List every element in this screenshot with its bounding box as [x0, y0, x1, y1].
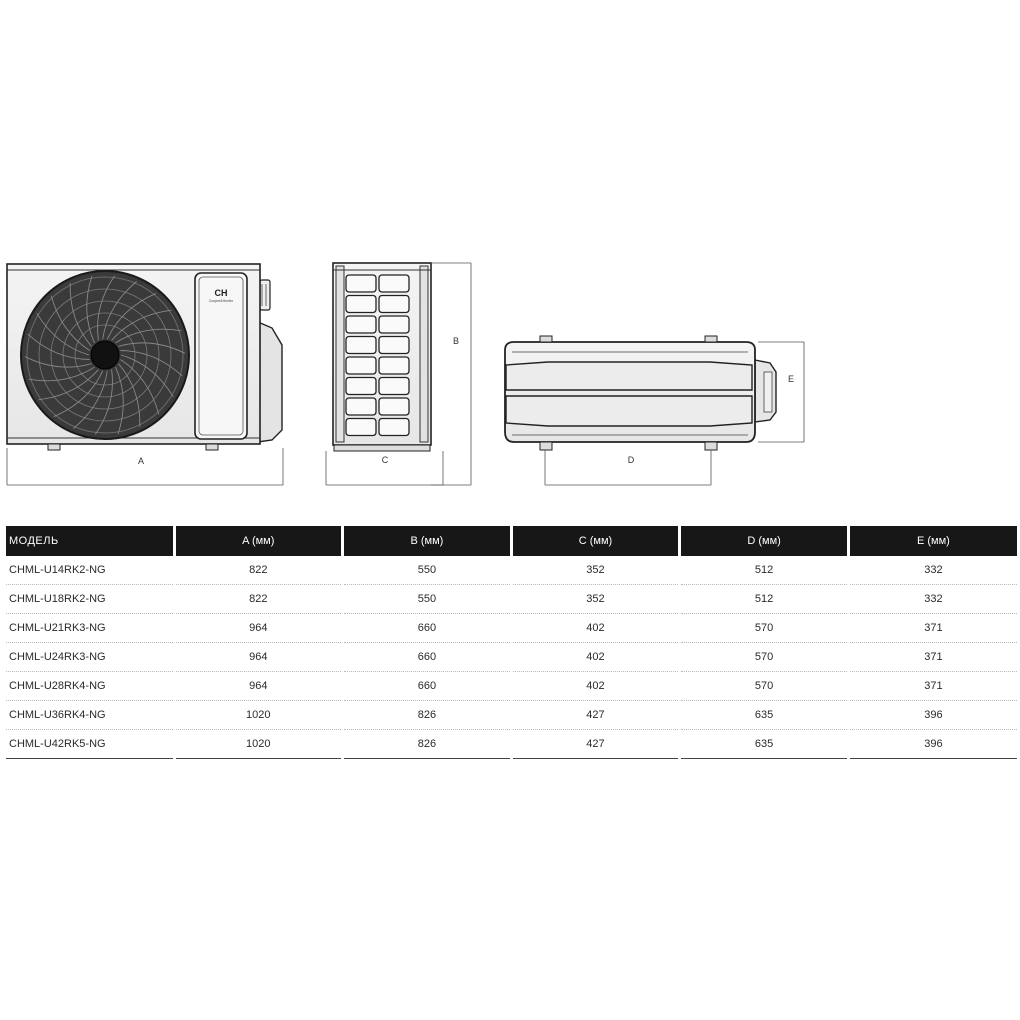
- table-header-row: [6, 526, 1017, 556]
- cell-a: 1020: [174, 730, 343, 759]
- cell-c: 402: [511, 614, 680, 643]
- cell-b: 660: [343, 614, 512, 643]
- cell-e: 371: [848, 614, 1017, 643]
- model-cell: CHML-U24RK3-NG: [6, 643, 174, 672]
- fan-hub: [91, 341, 119, 369]
- dimension-label-d: D: [627, 455, 635, 465]
- cell-a: 822: [174, 556, 343, 585]
- column-header-c: C (мм): [511, 526, 680, 556]
- dimension-label-b: B: [452, 336, 460, 346]
- cell-e: 371: [848, 672, 1017, 701]
- cell-b: 550: [343, 556, 512, 585]
- table-row: [6, 701, 1017, 730]
- table-row: [6, 585, 1017, 614]
- cell-d: 570: [680, 614, 849, 643]
- cell-b: 660: [343, 643, 512, 672]
- cell-e: 396: [848, 730, 1017, 759]
- cell-e: 396: [848, 701, 1017, 730]
- cell-b: 826: [343, 701, 512, 730]
- table-row: [6, 556, 1017, 585]
- cell-d: 570: [680, 672, 849, 701]
- column-header-e: E (мм): [848, 526, 1017, 556]
- front-view: [7, 264, 283, 485]
- column-header-b: B (мм): [343, 526, 512, 556]
- model-cell: CHML-U18RK2-NG: [6, 585, 174, 614]
- side-view: [326, 263, 471, 485]
- dimension-label-e: E: [787, 374, 795, 384]
- cell-a: 964: [174, 614, 343, 643]
- dimension-label-c: C: [381, 455, 389, 465]
- model-cell: CHML-U42RK5-NG: [6, 730, 174, 759]
- dimensions-table: [6, 526, 1017, 759]
- model-cell: CHML-U21RK3-NG: [6, 614, 174, 643]
- cell-e: 371: [848, 643, 1017, 672]
- cell-b: 826: [343, 730, 512, 759]
- brand-logo-mark: CH: [214, 288, 228, 298]
- table-row: [6, 614, 1017, 643]
- cell-e: 332: [848, 556, 1017, 585]
- table-row: [6, 672, 1017, 701]
- cell-a: 964: [174, 672, 343, 701]
- cell-e: 332: [848, 585, 1017, 614]
- cell-d: 635: [680, 701, 849, 730]
- dimension-a: [7, 448, 283, 485]
- cell-c: 402: [511, 643, 680, 672]
- cell-b: 550: [343, 585, 512, 614]
- cell-c: 352: [511, 585, 680, 614]
- cell-a: 1020: [174, 701, 343, 730]
- column-header-a: A (мм): [174, 526, 343, 556]
- outdoor-unit-drawings: [0, 0, 1020, 500]
- model-cell: CHML-U14RK2-NG: [6, 556, 174, 585]
- model-cell: CHML-U28RK4-NG: [6, 672, 174, 701]
- dimension-b: [431, 263, 471, 485]
- table-row: [6, 730, 1017, 759]
- cell-d: 570: [680, 643, 849, 672]
- brand-logo-tagline: Cooper&Hunter: [208, 299, 234, 303]
- column-header-model: МОДЕЛЬ: [6, 526, 174, 556]
- cell-b: 660: [343, 672, 512, 701]
- dimension-label-a: A: [137, 456, 145, 466]
- cell-a: 964: [174, 643, 343, 672]
- cell-d: 512: [680, 585, 849, 614]
- cell-c: 402: [511, 672, 680, 701]
- cell-a: 822: [174, 585, 343, 614]
- cell-d: 635: [680, 730, 849, 759]
- model-cell: CHML-U36RK4-NG: [6, 701, 174, 730]
- column-header-d: D (мм): [680, 526, 849, 556]
- cell-d: 512: [680, 556, 849, 585]
- cell-c: 352: [511, 556, 680, 585]
- cell-c: 427: [511, 701, 680, 730]
- top-view: [505, 336, 804, 485]
- cell-c: 427: [511, 730, 680, 759]
- table-row: [6, 643, 1017, 672]
